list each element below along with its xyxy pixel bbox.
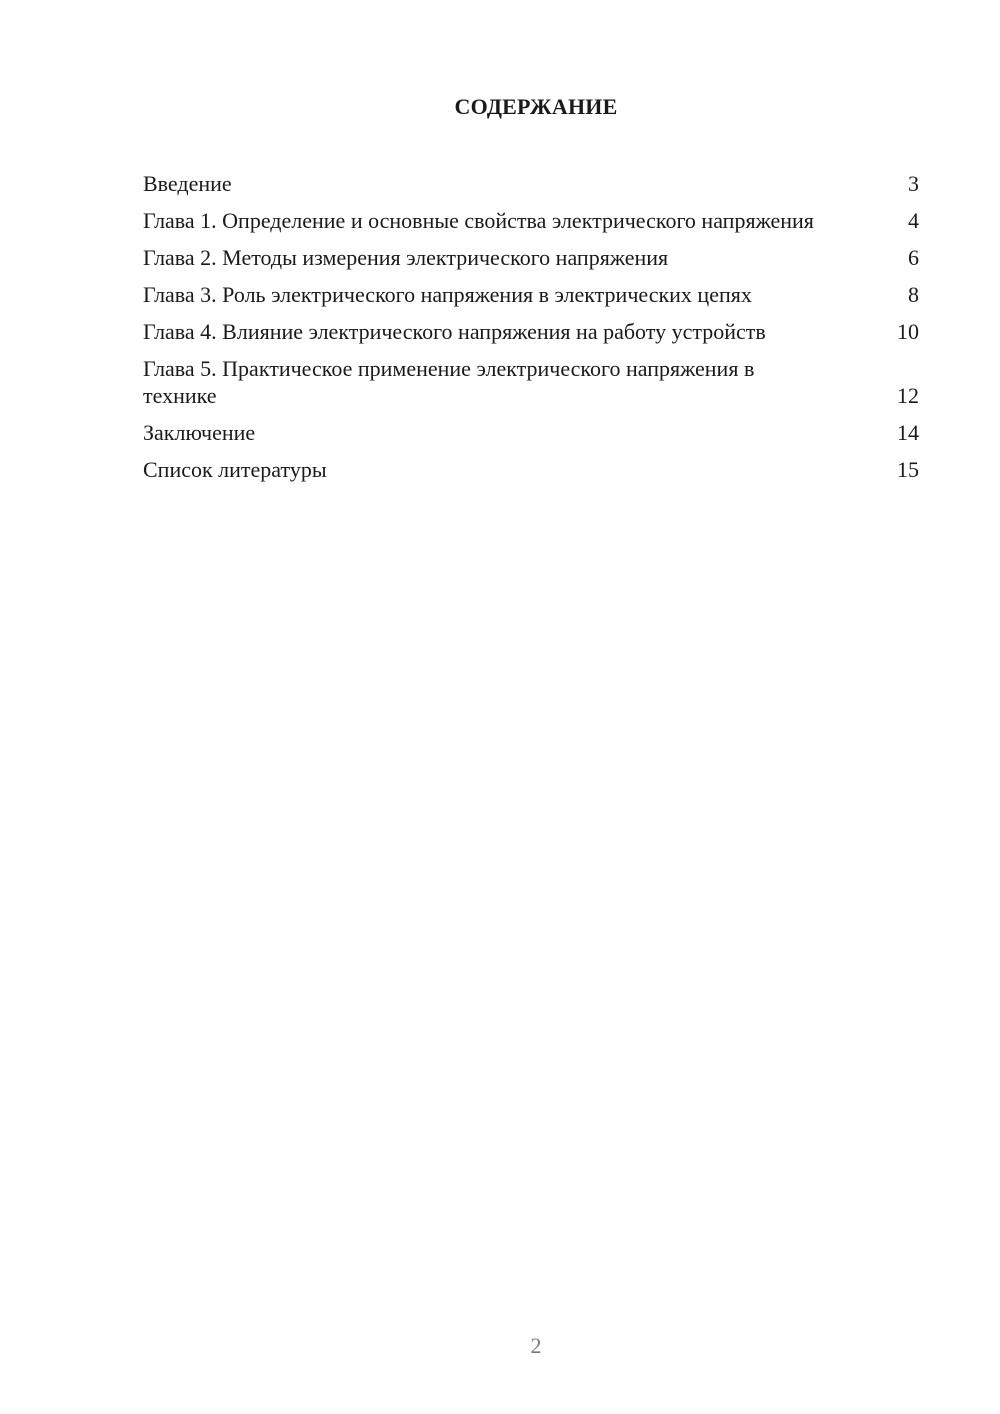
toc-item-label: Заключение <box>143 420 256 445</box>
toc-item-page: 12 <box>897 383 919 408</box>
toc-item-page: 4 <box>908 208 919 233</box>
toc-item-introduction <box>143 170 919 197</box>
toc-item-label: Список литературы <box>143 457 327 482</box>
toc-item-references <box>143 456 919 483</box>
page-title: СОДЕРЖАНИЕ <box>454 94 618 119</box>
toc-item-label: Введение <box>143 171 232 196</box>
toc-item-label: Глава 3. Роль электрического напряжения в электрических цепях <box>143 282 752 307</box>
toc-item-chapter-3 <box>143 281 919 308</box>
toc-item-page: 3 <box>908 171 919 196</box>
toc-item-chapter-5 <box>143 355 919 409</box>
toc-item-page: 10 <box>897 319 919 344</box>
table-of-contents <box>143 170 919 493</box>
toc-item-page: 8 <box>908 282 919 307</box>
toc-item-chapter-2 <box>143 244 919 271</box>
toc-item-conclusion <box>143 419 919 446</box>
toc-item-label: Глава 4. Влияние электрического напряжения на работу устройств <box>143 319 766 344</box>
toc-item-chapter-1 <box>143 207 919 234</box>
toc-item-label: Глава 1. Определение и основные свойства электрического напряжения <box>143 208 814 233</box>
toc-item-label: Глава 5. Практическое применение электрического напряжения в технике <box>143 356 755 408</box>
toc-item-chapter-4 <box>143 318 919 345</box>
toc-item-label: Глава 2. Методы измерения электрического напряжения <box>143 245 669 270</box>
toc-item-page: 14 <box>897 420 919 445</box>
page-number: 2 <box>530 1333 542 1358</box>
toc-item-page: 15 <box>897 457 919 482</box>
toc-item-page: 6 <box>908 245 919 270</box>
